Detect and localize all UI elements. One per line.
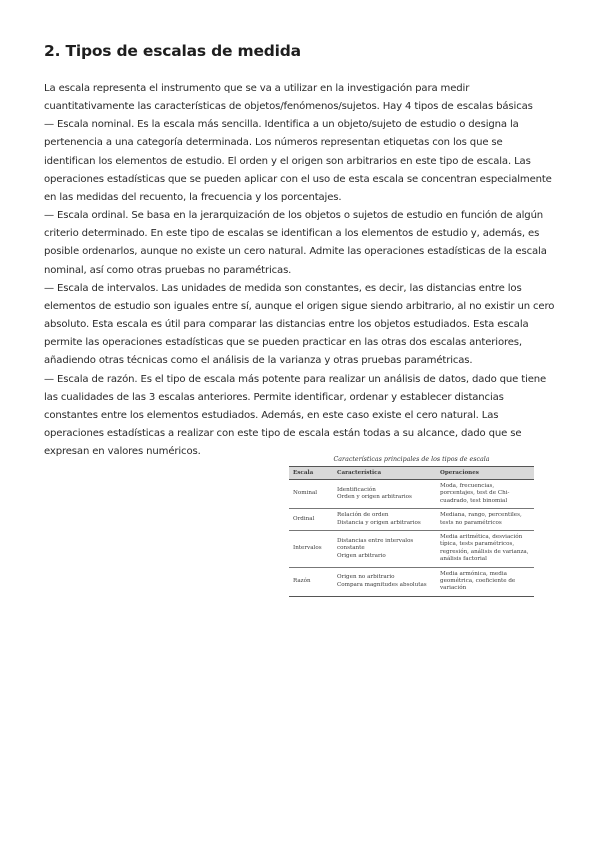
table-cell-scale: Intervalos bbox=[289, 531, 333, 568]
page-title: 2. Tipos de escalas de medida bbox=[44, 42, 301, 60]
table-cell-scale: Ordinal bbox=[289, 509, 333, 531]
characteristic-line: Compara magnitudes absolutas bbox=[337, 581, 427, 588]
table-header-row bbox=[289, 467, 534, 480]
characteristic-line: Origen no arbitrario bbox=[337, 574, 395, 581]
header-characteristic: Característica bbox=[333, 467, 436, 480]
characteristic-line: Distancias entre intervalos constante bbox=[337, 537, 414, 552]
characteristic-line: Relación de orden bbox=[337, 512, 389, 519]
table-row-intervals bbox=[289, 531, 534, 568]
ratio-scale-paragraph: — Escala de razón. Es el tipo de escala más potente para realizar un análisis de datos, dado que tiene las cualidades de las 3 escalas anteriores. Permite identificar, ordenar y establecer distancias constantes entre los elementos estudiados. Además, en este caso existe el cero natural. Las operaciones estadísticas a realizar con este tipo de escala están todas a su alcance, dado que se expresan en valores numéricos. bbox=[44, 373, 547, 458]
table-cell-scale: Razón bbox=[289, 567, 333, 596]
nominal-scale-paragraph: — Escala nominal. Es la escala más sencilla. Identifica a un objeto/sujeto de estudio o designa la pertenencia a una categoría determinada. Los números representan etiquetas con los que se identifican los elementos de estudio. El orden y el origen son arbitrarios en este tipo de escala. Las operaciones estadísticas que se pueden aplicar con el uso de esta escala se concentran especialmente en las medidas del recuento, la frecuencia y los porcentajes. bbox=[44, 119, 552, 203]
header-operations: Operaciones bbox=[436, 467, 534, 480]
table-cell-characteristic bbox=[333, 480, 436, 509]
characteristic-line: Identificación bbox=[337, 486, 376, 493]
table-row-ordinal bbox=[289, 509, 534, 531]
ordinal-scale-paragraph: — Escala ordinal. Se basa en la jerarquización de los objetos o sujetos de estudio en función de algún criterio determinado. En este tipo de escalas se identifican a los elementos de estudio y, además, es posible ordenarlos, aunque no existe un cero natural. Admite las operaciones estadísticas de la escala nominal, así como otras pruebas no paramétricas. bbox=[44, 210, 547, 276]
table-cell-characteristic bbox=[333, 531, 436, 568]
intro-paragraph: La escala representa el instrumento que se va a utilizar en la investigación para medir cuantitativamente las características de objetos/fenómenos/sujetos. Hay 4 tipos de escalas básicas bbox=[44, 83, 533, 113]
characteristic-line: Origen arbitrario bbox=[337, 552, 386, 559]
scale-types-table bbox=[289, 466, 534, 597]
table-cell-operations: Media aritmética, desviación típica, tests paramétricos, regresión, análisis de varianza, análisis factorial bbox=[436, 531, 534, 568]
characteristic-line: Orden y origen arbitrarios bbox=[337, 494, 412, 501]
table-cell-operations: Mediana, rango, percentiles, tests no paramétricos bbox=[436, 509, 534, 531]
table-cell-characteristic bbox=[333, 509, 436, 531]
table-cell-characteristic bbox=[333, 567, 436, 596]
table-cell-operations: Moda, frecuencias, porcentajes, test de Chi-cuadrado, test binomial bbox=[436, 480, 534, 509]
scale-types-table-figure bbox=[289, 456, 534, 597]
interval-scale-paragraph: — Escala de intervalos. Las unidades de medida son constantes, es decir, las distancias entre los elementos de estudio son iguales entre sí, aunque el origen sigue siendo arbitrario, al no existir un cero absoluto. Esta escala es útil para comparar las distancias entre los objetos estudiados. Esta escala permite las operaciones estadísticas que se pueden practicar en las otras dos escalas anteriores, añadiendo otras técnicas como el análisis de la varianza y otras pruebas paramétricas. bbox=[44, 282, 555, 367]
table-row-ratio bbox=[289, 567, 534, 596]
body-text bbox=[44, 80, 556, 461]
characteristic-line: Distancia y origen arbitrarios bbox=[337, 519, 421, 526]
table-row-nominal bbox=[289, 480, 534, 509]
table-caption: Características principales de los tipos de escala bbox=[333, 456, 490, 463]
header-scale: Escala bbox=[289, 467, 333, 480]
table-cell-operations: Media armónica, media geométrica, coeficiente de variación bbox=[436, 567, 534, 596]
table-cell-scale: Nominal bbox=[289, 480, 333, 509]
